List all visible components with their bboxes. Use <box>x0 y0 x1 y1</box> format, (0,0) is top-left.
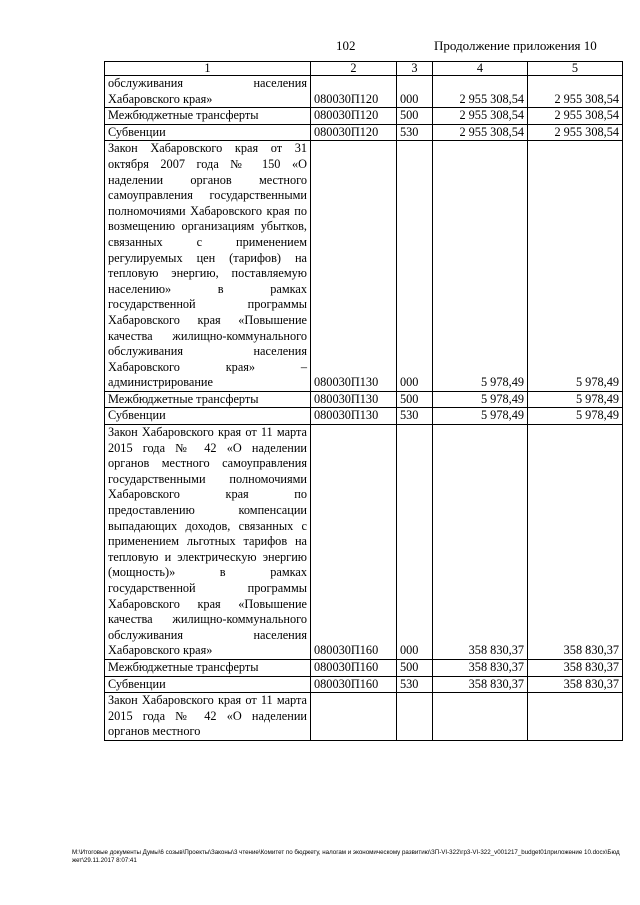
row-amount-col5: 2 955 308,54 <box>528 108 623 125</box>
table-row <box>105 659 623 676</box>
column-header: 3 <box>397 62 433 76</box>
continuation-label: Продолжение приложения 10 <box>434 38 597 53</box>
row-amount-col5: 5 978,49 <box>528 391 623 408</box>
row-amount-col4: 358 830,37 <box>433 676 528 693</box>
row-target-code: 080030П120 <box>311 108 397 125</box>
table-row <box>105 676 623 693</box>
table-header-row <box>105 62 623 76</box>
row-description: Межбюджетные трансферты <box>105 108 311 125</box>
row-target-code: 080030П130 <box>311 391 397 408</box>
row-amount-col4: 2 955 308,54 <box>433 108 528 125</box>
row-description: обслуживания населения Хабаровского края» <box>105 76 311 108</box>
row-expense-type: 000 <box>397 76 433 108</box>
column-header: 5 <box>528 62 623 76</box>
row-expense-type: 530 <box>397 408 433 425</box>
row-amount-col5: 358 830,37 <box>528 676 623 693</box>
page-number: 102 <box>336 38 356 53</box>
row-expense-type: 000 <box>397 425 433 660</box>
column-header: 4 <box>433 62 528 76</box>
row-amount-col5: 358 830,37 <box>528 425 623 660</box>
row-target-code <box>311 693 397 741</box>
row-amount-col5: 5 978,49 <box>528 408 623 425</box>
row-target-code: 080030П160 <box>311 659 397 676</box>
row-expense-type: 530 <box>397 124 433 141</box>
row-amount-col4: 358 830,37 <box>433 425 528 660</box>
table-row <box>105 124 623 141</box>
row-description: Закон Хабаровского края от 11 марта 2015 года № 42 «О наделении органов местного <box>105 693 311 741</box>
row-description: Субвенции <box>105 124 311 141</box>
table-row <box>105 76 623 108</box>
row-expense-type: 500 <box>397 659 433 676</box>
row-amount-col4: 358 830,37 <box>433 659 528 676</box>
row-amount-col4: 5 978,49 <box>433 408 528 425</box>
row-expense-type <box>397 693 433 741</box>
row-description: Межбюджетные трансферты <box>105 659 311 676</box>
row-expense-type: 530 <box>397 676 433 693</box>
row-amount-col5 <box>528 693 623 741</box>
row-amount-col5: 358 830,37 <box>528 659 623 676</box>
table-row <box>105 693 623 741</box>
table-row <box>105 408 623 425</box>
table-row <box>105 425 623 660</box>
row-target-code: 080030П120 <box>311 76 397 108</box>
row-expense-type: 500 <box>397 391 433 408</box>
row-description: Субвенции <box>105 676 311 693</box>
row-target-code: 080030П160 <box>311 425 397 660</box>
row-amount-col4 <box>433 693 528 741</box>
row-target-code: 080030П120 <box>311 124 397 141</box>
row-description: Межбюджетные трансферты <box>105 391 311 408</box>
row-amount-col5: 5 978,49 <box>528 141 623 392</box>
row-target-code: 080030П130 <box>311 141 397 392</box>
column-header: 2 <box>311 62 397 76</box>
row-amount-col5: 2 955 308,54 <box>528 76 623 108</box>
row-description: Закон Хабаровского края от 11 марта 2015 года № 42 «О наделении органов местного самоуправления государственными полномочиями Хабаровского края по предоставлению компенсации выпадающих доходов, связанных с применением льготных тарифов на тепловую и электрическую энергию (мощность)» в рамках государственной программы Хабаровского края «Повышение качества жилищно-коммунального обслуживания населения Хабаровского края» <box>105 425 311 660</box>
row-description: Субвенции <box>105 408 311 425</box>
row-amount-col4: 5 978,49 <box>433 141 528 392</box>
table-row <box>105 141 623 392</box>
row-expense-type: 500 <box>397 108 433 125</box>
row-description: Закон Хабаровского края от 31 октября 2007 года № 150 «О наделении органов местного самоуправления государственными полномочиями Хабаровского края по возмещению организациям убытков, связанных с применением регулируемых цен (тарифов) на тепловую энергию, поставляемую населению» в рамках государственной программы Хабаровского края «Повышение качества жилищно-коммунального обслуживания населения Хабаровского края» – администрирование <box>105 141 311 392</box>
row-target-code: 080030П160 <box>311 676 397 693</box>
table-row <box>105 108 623 125</box>
row-expense-type: 000 <box>397 141 433 392</box>
row-target-code: 080030П130 <box>311 408 397 425</box>
budget-table <box>104 61 623 741</box>
row-amount-col4: 2 955 308,54 <box>433 124 528 141</box>
row-amount-col4: 5 978,49 <box>433 391 528 408</box>
column-header: 1 <box>105 62 311 76</box>
table-row <box>105 391 623 408</box>
row-amount-col5: 2 955 308,54 <box>528 124 623 141</box>
row-amount-col4: 2 955 308,54 <box>433 76 528 108</box>
file-path-footer: M:\Итоговые документы Думы\6 созыв\Проекты\Законы\3 чтение\Комитет по бюджету, налогам и экономическому развитию\ЗП-VI-322\гр3-VI-322_v001217_budget01приложение 10.docx\Бюджет\29.11.2017 8:07:41 <box>72 849 620 864</box>
